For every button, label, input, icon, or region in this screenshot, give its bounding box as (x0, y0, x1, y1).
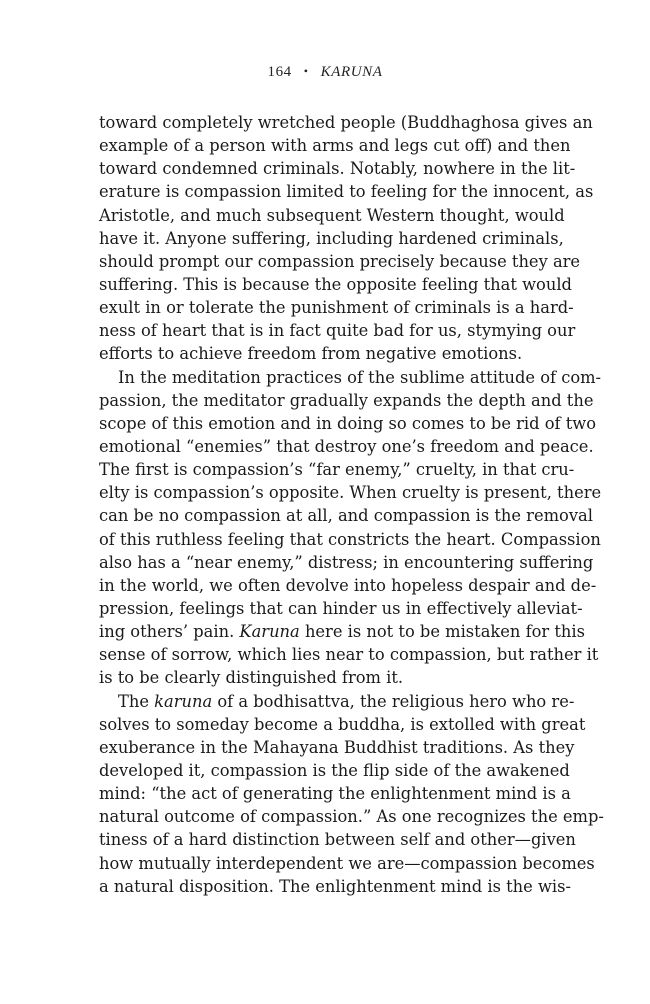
text-line (99, 805, 604, 828)
text-run: mind: “the act of generating the enlightenment mind is a (99, 784, 571, 804)
text-line (99, 782, 571, 805)
text-run: Aristotle, and much subsequent Western thought, would (99, 205, 565, 225)
text-run: passion, the meditator gradually expands the depth and the (99, 390, 594, 410)
text-run: can be no compassion at all, and compassion is the removal (99, 506, 593, 526)
text-run: should prompt our compassion precisely because they are (99, 251, 581, 271)
text-line (99, 435, 594, 458)
text-run: of a bodhisattva, the religious hero who re- (212, 691, 575, 711)
italic-term: karuna (154, 691, 213, 711)
text-line (99, 713, 586, 736)
paragraph (99, 366, 602, 690)
text-run: have it. Anyone suffering, including hardened criminals, (99, 228, 564, 248)
text-line (99, 412, 597, 435)
text-line (99, 528, 601, 551)
text-run: also has a “near enemy,” distress; in encountering suffering (99, 552, 594, 572)
text-run: suffering. This is because the opposite feeling that would (99, 274, 572, 294)
text-run: erature is compassion limited to feeling for the innocent, as (99, 182, 594, 202)
text-run: natural outcome of compassion.” As one recognizes the emp- (99, 807, 604, 827)
text-line (99, 643, 599, 666)
text-run: ness of heart that is in fact quite bad for us, stymying our (99, 321, 576, 341)
italic-term: Karuna (239, 622, 300, 642)
text-run: here is not to be mistaken for this (299, 622, 585, 642)
text-line (99, 157, 576, 180)
text-line (99, 227, 564, 250)
text-run: ing others’ pain. (99, 622, 240, 642)
text-run: a natural disposition. The enlightenment mind is the wis- (99, 876, 571, 896)
text-line (99, 690, 575, 713)
text-line (99, 134, 571, 157)
text-line (99, 111, 593, 134)
text-line (99, 551, 594, 574)
text-run: sense of sorrow, which lies near to compassion, but rather it (99, 645, 599, 665)
text-line (99, 875, 571, 898)
text-line (99, 666, 554, 689)
text-run: is to be clearly distinguished from it. (99, 668, 404, 688)
text-line (99, 296, 574, 319)
running-head (0, 64, 650, 81)
text-line (99, 759, 570, 782)
text-run: efforts to achieve freedom from negative emotions. (99, 344, 523, 364)
text-run: solves to someday become a buddha, is extolled with great (99, 714, 586, 734)
text-line (99, 250, 581, 273)
text-line (99, 736, 575, 759)
text-line (99, 342, 554, 365)
text-line (99, 319, 576, 342)
bullet-separator: • (303, 64, 309, 78)
text-line (99, 273, 572, 296)
text-line (99, 597, 583, 620)
text-run: in the world, we often devolve into hopeless despair and de- (99, 575, 597, 595)
text-line (99, 204, 565, 227)
text-run: pression, feelings that can hinder us in effectively alleviat- (99, 598, 583, 618)
text-run: toward completely wretched people (Buddhaghosa gives an (99, 113, 593, 132)
text-run: The (118, 691, 155, 711)
text-run: tiness of a hard distinction between self and other—given (99, 830, 576, 850)
text-run: example of a person with arms and legs cut off) and then (99, 136, 571, 156)
text-run: In the meditation practices of the sublime attitude of com- (118, 367, 602, 387)
text-line (99, 389, 594, 412)
text-line (99, 366, 602, 389)
text-line (99, 828, 576, 851)
text-run: exuberance in the Mahayana Buddhist traditions. As they (99, 737, 575, 757)
text-run: how mutually interdependent we are—compassion becomes (99, 853, 595, 873)
text-line (99, 504, 593, 527)
text-run: toward condemned criminals. Notably, nowhere in the lit- (99, 159, 576, 179)
text-run: of this ruthless feeling that constricts the heart. Compassion (99, 529, 601, 549)
text-run: scope of this emotion and in doing so comes to be rid of two (99, 413, 597, 433)
text-run: exult in or tolerate the punishment of criminals is a hard- (99, 298, 574, 318)
running-title: KARUNA (320, 64, 383, 80)
text-run: elty is compassion’s opposite. When cruelty is present, there (99, 483, 602, 503)
paragraph (99, 111, 594, 366)
text-line (99, 620, 585, 643)
text-line (99, 574, 597, 597)
paragraph (99, 690, 604, 898)
text-run: emotional “enemies” that destroy one’s freedom and peace. (99, 436, 594, 456)
text-line (99, 481, 602, 504)
body-text (99, 111, 604, 898)
page-number: 164 (267, 64, 292, 80)
text-line (99, 458, 575, 481)
text-line (99, 180, 594, 203)
text-run: developed it, compassion is the flip side of the awakened (99, 760, 570, 780)
text-run: The first is compassion’s “far enemy,” cruelty, in that cru- (99, 460, 575, 480)
text-line (99, 852, 595, 875)
